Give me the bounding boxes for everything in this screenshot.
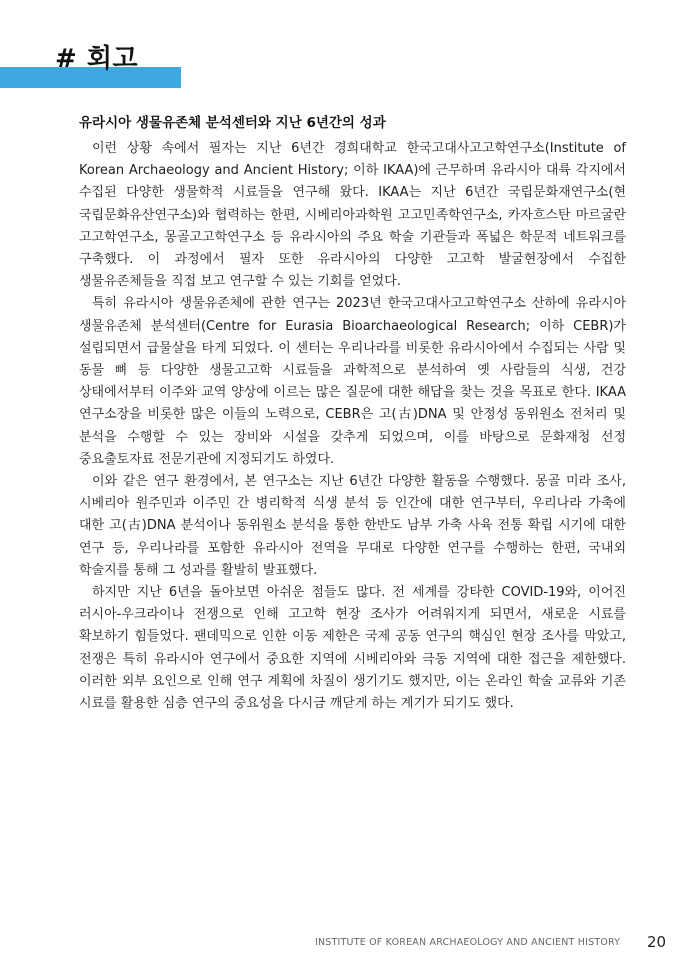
- paragraph-2: 특히 유라시아 생물유존체에 관한 연구는 2023년 한국고대사고고학연구소 산하에 유라시아 생물유존체 분석센터(Centre for Eurasia Bioarchaeological Research; 이하 CEBR)가 설립되면서 급물살을 타게 되었다. 이 센터는 우리나라를 비롯한 유라시아에서 수집되는 사람 및 동물 뼈 등 다양한 생물고고학 시료들을 과학적으로 분석하여 옛 사람들의 식생, 건강 상태에서부터 이주와 교역 양상에 이르는 많은 질문에 대한 해답을 찾는 것을 목표로 한다. IKAA 연구소장을 비롯한 많은 이들의 노력으로, CEBR은 고(古)DNA 및 안정성 동위원소 전처리 및 분석을 수행할 수 있는 장비와 시설을 갖추게 되었으며, 이를 바탕으로 문화재청 선정 중요출토자료 전문기관에 지정되기도 하였다.: [79, 296, 626, 467]
- section-title: 유라시아 생물유존체 분석센터와 지난 6년간의 성과: [79, 115, 386, 131]
- paragraph-4: 하지만 지난 6년을 돌아보면 아쉬운 점들도 많다. 전 세계를 강타한 COVID-19와, 이어진 러시아-우크라이나 전쟁으로 인해 고고학 현장 조사가 어려워지게 되면서, 새로운 시료를 확보하기 힘들었다. 팬데믹으로 인한 이동 제한은 국제 공동 연구의 핵심인 현장 조사를 막았고, 전쟁은 특히 유라시아 연구에서 중요한 지역에 시베리아와 극동 지역에 대한 접근을 제한했다. 이러한 외부 요인으로 인해 연구 계획에 차질이 생기기도 했지만, 이는 온라인 학술 교류와 기존 시료를 활용한 심층 연구의 중요성을 다시금 깨닫게 하는 계기가 되기도 했다.: [79, 585, 626, 712]
- footer-institute-name: INSTITUTE OF KOREAN ARCHAEOLOGY AND ANCIENT HISTORY: [315, 937, 621, 948]
- paragraph-3: 이와 같은 연구 환경에서, 본 연구소는 지난 6년간 다양한 활동을 수행했다. 몽골 미라 조사, 시베리아 원주민과 이주민 간 병리학적 식생 분석 등 인간에 대한 연구부터, 우리나라 가축에 대한 고(古)DNA 분석이나 동위원소 분석을 통한 한반도 남부 가축 사육 전통 확립 시기에 대한 연구 등, 우리나라를 포함한 유라시아 전역을 무대로 다양한 연구를 수행하는 한편, 국내외 학술지를 통해 그 성과를 활발히 발표했다.: [79, 474, 626, 578]
- page-number: 20: [647, 933, 667, 951]
- page-title: # 회고: [55, 44, 139, 74]
- main-content: [79, 113, 626, 715]
- paragraph-1: 이런 상황 속에서 필자는 지난 6년간 경희대학교 한국고대사고고학연구소(Institute of Korean Archaeology and Ancient History; 이하 IKAA)에 근무하며 유라시아 대륙 각지에서 수집된 다양한 생물학적 시료들을 연구해 왔다. IKAA는 지난 6년간 국립문화재연구소(현 국립문화유산연구소)와 협력하는 한편, 시베리아과학원 고고민족학연구소, 카자흐스탄 마르굴란 고고학연구소, 몽골고고학연구소 등 유라시아의 주요 학술 기관들과 폭넓은 학문적 네트워크를 구축했다. 이 과정에서 필자 또한 유라시아의 다양한 고고학 발굴현장에서 수집한 생물유존체들을 직접 보고 연구할 수 있는 기회를 얻었다.: [79, 141, 626, 290]
